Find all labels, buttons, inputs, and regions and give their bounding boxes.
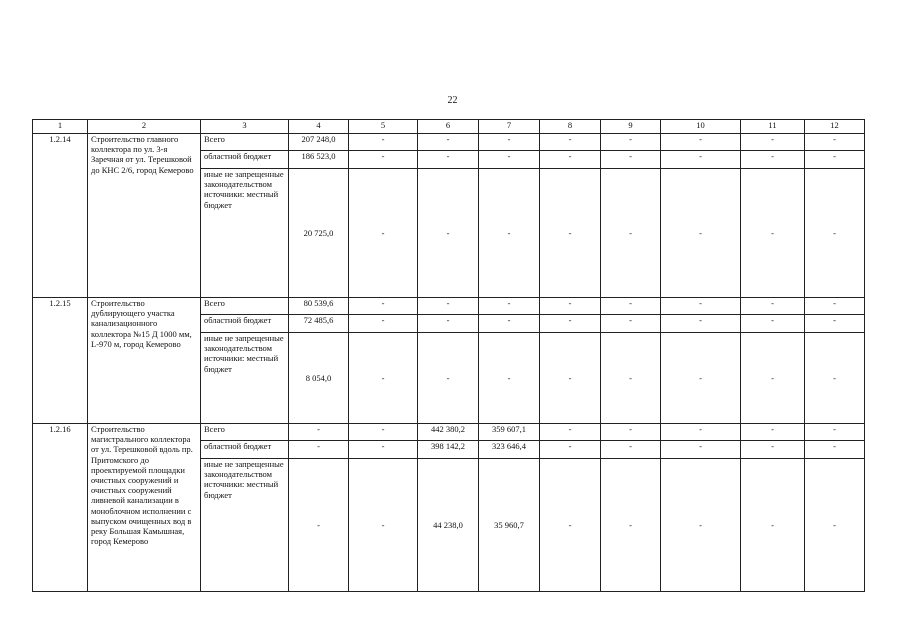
value-cell: - <box>289 459 349 592</box>
col-header: 10 <box>661 120 741 134</box>
item-name: Строительство магистрального коллектора от ул. Терешковой вдоль пр. Притомского до проектируемой площадки очистных сооружений и очистных сооружений ливневой канализации в моноблочном исполнении с выпуском очищенных вод в реку Большая Камышная, город Кемерово <box>88 424 201 592</box>
value-cell: 20 725,0 <box>289 169 349 298</box>
value-cell: - <box>601 333 661 424</box>
value-cell: - <box>349 151 418 169</box>
funding-source: иные не запрещенные законодательством источники: местный бюджет <box>201 459 289 592</box>
item-name: Строительство дублирующего участка канализационного коллектора №15 Д 1000 мм, L-970 м, город Кемерово <box>88 298 201 424</box>
value-cell: 398 142,2 <box>418 441 479 459</box>
value-cell: - <box>601 424 661 441</box>
table-row <box>33 424 865 441</box>
value-cell: - <box>805 298 865 315</box>
value-cell: 8 054,0 <box>289 333 349 424</box>
value-cell: - <box>661 315 741 333</box>
col-header: 9 <box>601 120 661 134</box>
value-cell: 207 248,0 <box>289 134 349 151</box>
value-cell: - <box>661 151 741 169</box>
value-cell: 35 960,7 <box>479 459 540 592</box>
value-cell: - <box>540 459 601 592</box>
value-cell: - <box>661 134 741 151</box>
col-header: 11 <box>741 120 805 134</box>
value-cell: - <box>418 333 479 424</box>
value-cell: - <box>661 169 741 298</box>
value-cell: - <box>601 441 661 459</box>
value-cell: - <box>601 151 661 169</box>
value-cell: - <box>479 298 540 315</box>
value-cell: 442 380,2 <box>418 424 479 441</box>
value-cell: - <box>601 298 661 315</box>
value-cell: - <box>289 441 349 459</box>
value-cell: - <box>601 169 661 298</box>
value-cell: - <box>540 333 601 424</box>
value-cell: - <box>540 315 601 333</box>
funding-source: иные не запрещенные законодательством источники: местный бюджет <box>201 333 289 424</box>
value-cell: - <box>349 459 418 592</box>
value-cell: - <box>540 134 601 151</box>
value-cell: - <box>540 298 601 315</box>
value-cell: - <box>289 424 349 441</box>
col-header: 6 <box>418 120 479 134</box>
funding-source: областной бюджет <box>201 151 289 169</box>
value-cell: - <box>418 298 479 315</box>
item-number: 1.2.14 <box>33 134 88 298</box>
item-name: Строительство главного коллектора по ул. 3-я Заречная от ул. Терешковой до КНС 2/6, город Кемерово <box>88 134 201 298</box>
funding-source: Всего <box>201 424 289 441</box>
value-cell: - <box>349 333 418 424</box>
value-cell: 72 485,6 <box>289 315 349 333</box>
funding-source: Всего <box>201 134 289 151</box>
value-cell: - <box>479 134 540 151</box>
value-cell: - <box>349 441 418 459</box>
col-header: 5 <box>349 120 418 134</box>
value-cell: - <box>661 441 741 459</box>
table-row <box>33 134 865 151</box>
col-header: 7 <box>479 120 540 134</box>
table-row <box>33 298 865 315</box>
value-cell: - <box>418 315 479 333</box>
value-cell: 44 238,0 <box>418 459 479 592</box>
value-cell: - <box>479 151 540 169</box>
value-cell: - <box>805 169 865 298</box>
value-cell: - <box>479 333 540 424</box>
value-cell: - <box>601 315 661 333</box>
value-cell: - <box>349 134 418 151</box>
value-cell: - <box>540 441 601 459</box>
col-header: 3 <box>201 120 289 134</box>
value-cell: - <box>805 151 865 169</box>
value-cell: - <box>601 459 661 592</box>
value-cell: - <box>741 315 805 333</box>
value-cell: 323 646,4 <box>479 441 540 459</box>
value-cell: - <box>805 441 865 459</box>
value-cell: - <box>661 459 741 592</box>
funding-source: областной бюджет <box>201 315 289 333</box>
value-cell: - <box>349 169 418 298</box>
value-cell: - <box>540 169 601 298</box>
value-cell: - <box>741 459 805 592</box>
value-cell: - <box>805 315 865 333</box>
value-cell: - <box>661 298 741 315</box>
value-cell: 359 607,1 <box>479 424 540 441</box>
value-cell: - <box>418 151 479 169</box>
value-cell: - <box>479 169 540 298</box>
value-cell: 186 523,0 <box>289 151 349 169</box>
value-cell: - <box>349 315 418 333</box>
value-cell: - <box>805 134 865 151</box>
value-cell: - <box>661 424 741 441</box>
value-cell: - <box>741 333 805 424</box>
value-cell: - <box>540 151 601 169</box>
funding-source: областной бюджет <box>201 441 289 459</box>
value-cell: - <box>349 424 418 441</box>
funding-source: Всего <box>201 298 289 315</box>
value-cell: - <box>349 298 418 315</box>
value-cell: - <box>741 169 805 298</box>
funding-source: иные не запрещенные законодательством источники: местный бюджет <box>201 169 289 298</box>
value-cell: - <box>418 134 479 151</box>
value-cell: 80 539,6 <box>289 298 349 315</box>
value-cell: - <box>540 424 601 441</box>
value-cell: - <box>805 459 865 592</box>
col-header: 12 <box>805 120 865 134</box>
item-number: 1.2.16 <box>33 424 88 592</box>
value-cell: - <box>805 333 865 424</box>
budget-table <box>32 119 865 592</box>
value-cell: - <box>741 134 805 151</box>
value-cell: - <box>805 424 865 441</box>
value-cell: - <box>741 151 805 169</box>
col-header: 8 <box>540 120 601 134</box>
col-header: 4 <box>289 120 349 134</box>
value-cell: - <box>479 315 540 333</box>
value-cell: - <box>601 134 661 151</box>
col-header: 2 <box>88 120 201 134</box>
header-row <box>33 120 865 134</box>
value-cell: - <box>741 441 805 459</box>
value-cell: - <box>741 298 805 315</box>
item-number: 1.2.15 <box>33 298 88 424</box>
page-number: 22 <box>447 95 458 106</box>
value-cell: - <box>741 424 805 441</box>
value-cell: - <box>418 169 479 298</box>
col-header: 1 <box>33 120 88 134</box>
value-cell: - <box>661 333 741 424</box>
